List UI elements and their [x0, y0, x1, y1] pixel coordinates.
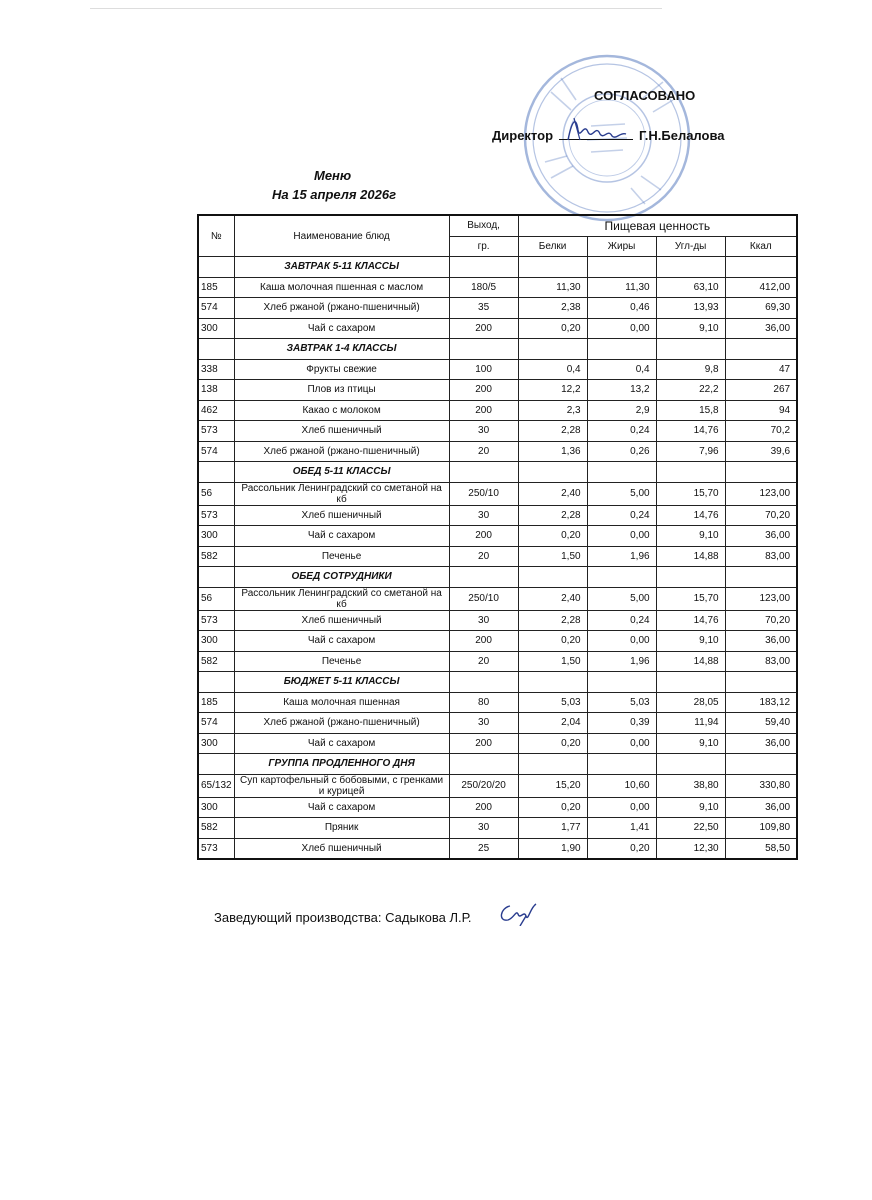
dish-name: Каша молочная пшенная с маслом — [234, 277, 449, 298]
dish-number: 56 — [198, 587, 234, 610]
dish-fat: 0,20 — [587, 838, 656, 859]
dish-carbs: 9,10 — [656, 526, 725, 547]
dish-carbs: 14,76 — [656, 610, 725, 631]
row-no-cell — [198, 567, 234, 588]
empty-cell — [587, 462, 656, 483]
empty-cell — [449, 339, 518, 360]
dish-name: Чай с сахаром — [234, 318, 449, 339]
dish-kcal: 330,80 — [725, 774, 797, 797]
dish-output: 20 — [449, 651, 518, 672]
dish-fat: 0,00 — [587, 733, 656, 754]
dish-carbs: 7,96 — [656, 441, 725, 462]
dish-protein: 1,50 — [518, 651, 587, 672]
dish-kcal: 94 — [725, 400, 797, 421]
dish-fat: 0,24 — [587, 505, 656, 526]
menu-date: На 15 апреля 2026г — [272, 187, 397, 202]
dish-carbs: 9,8 — [656, 359, 725, 380]
dish-output: 35 — [449, 298, 518, 319]
dish-fat: 1,96 — [587, 651, 656, 672]
section-row — [198, 339, 797, 360]
empty-cell — [656, 462, 725, 483]
empty-cell — [518, 462, 587, 483]
dish-number: 185 — [198, 277, 234, 298]
dish-number: 138 — [198, 380, 234, 401]
empty-cell — [449, 257, 518, 278]
dish-carbs: 9,10 — [656, 797, 725, 818]
director-signature — [560, 110, 630, 150]
empty-cell — [725, 754, 797, 775]
dish-fat: 13,2 — [587, 380, 656, 401]
dish-fat: 0,00 — [587, 526, 656, 547]
empty-cell — [587, 257, 656, 278]
table-row — [198, 526, 797, 547]
manager-signature — [496, 900, 544, 926]
dish-fat: 5,00 — [587, 587, 656, 610]
dish-protein: 2,3 — [518, 400, 587, 421]
dish-name: Хлеб пшеничный — [234, 838, 449, 859]
header-kcal: Ккал — [725, 236, 797, 257]
row-no-cell — [198, 462, 234, 483]
dish-carbs: 15,70 — [656, 587, 725, 610]
dish-fat: 1,96 — [587, 546, 656, 567]
dish-carbs: 15,8 — [656, 400, 725, 421]
dish-kcal: 36,00 — [725, 526, 797, 547]
dish-output: 80 — [449, 692, 518, 713]
header-output-bottom: гр. — [449, 236, 518, 257]
section-row — [198, 257, 797, 278]
approval-heading: СОГЛАСОВАНО — [594, 88, 696, 103]
dish-number: 582 — [198, 818, 234, 839]
dish-number: 462 — [198, 400, 234, 421]
table-row — [198, 277, 797, 298]
dish-kcal: 123,00 — [725, 587, 797, 610]
dish-protein: 0,20 — [518, 526, 587, 547]
empty-cell — [656, 672, 725, 693]
table-row — [198, 421, 797, 442]
dish-output: 20 — [449, 441, 518, 462]
section-row — [198, 672, 797, 693]
dish-number: 573 — [198, 838, 234, 859]
header-fat: Жиры — [587, 236, 656, 257]
dish-output: 30 — [449, 713, 518, 734]
dish-output: 100 — [449, 359, 518, 380]
empty-cell — [725, 672, 797, 693]
dish-output: 30 — [449, 610, 518, 631]
table-row — [198, 318, 797, 339]
empty-cell — [449, 672, 518, 693]
dish-fat: 0,24 — [587, 421, 656, 442]
dish-name: Чай с сахаром — [234, 797, 449, 818]
empty-cell — [587, 754, 656, 775]
dish-name: Рассольник Ленинградский со сметаной на кб — [234, 587, 449, 610]
dish-kcal: 36,00 — [725, 318, 797, 339]
row-no-cell — [198, 339, 234, 360]
empty-cell — [449, 754, 518, 775]
empty-cell — [587, 672, 656, 693]
dish-output: 25 — [449, 838, 518, 859]
section-row — [198, 462, 797, 483]
dish-number: 582 — [198, 546, 234, 567]
dish-kcal: 109,80 — [725, 818, 797, 839]
dish-fat: 0,46 — [587, 298, 656, 319]
dish-kcal: 123,00 — [725, 482, 797, 505]
dish-number: 574 — [198, 298, 234, 319]
dish-kcal: 70,20 — [725, 505, 797, 526]
dish-protein: 0,4 — [518, 359, 587, 380]
dish-number: 338 — [198, 359, 234, 380]
dish-protein: 2,40 — [518, 482, 587, 505]
table-row — [198, 482, 797, 505]
dish-name: Чай с сахаром — [234, 526, 449, 547]
dish-protein: 2,28 — [518, 505, 587, 526]
dish-carbs: 28,05 — [656, 692, 725, 713]
table-row — [198, 505, 797, 526]
dish-protein: 1,77 — [518, 818, 587, 839]
section-title: ЗАВТРАК 5-11 КЛАССЫ — [234, 257, 449, 278]
dish-name: Чай с сахаром — [234, 631, 449, 652]
dish-output: 180/5 — [449, 277, 518, 298]
table-row — [198, 838, 797, 859]
table-row — [198, 441, 797, 462]
section-title: БЮДЖЕТ 5-11 КЛАССЫ — [234, 672, 449, 693]
dish-fat: 1,41 — [587, 818, 656, 839]
dish-number: 582 — [198, 651, 234, 672]
dish-kcal: 36,00 — [725, 733, 797, 754]
dish-fat: 0,4 — [587, 359, 656, 380]
empty-cell — [587, 567, 656, 588]
dish-carbs: 13,93 — [656, 298, 725, 319]
empty-cell — [725, 339, 797, 360]
dish-name: Хлеб ржаной (ржано-пшеничный) — [234, 298, 449, 319]
row-no-cell — [198, 257, 234, 278]
dish-number: 573 — [198, 505, 234, 526]
dish-number: 574 — [198, 713, 234, 734]
table-row — [198, 692, 797, 713]
dish-protein: 11,30 — [518, 277, 587, 298]
dish-carbs: 9,10 — [656, 733, 725, 754]
director-name: Г.Н.Белалова — [639, 128, 725, 143]
dish-name: Хлеб пшеничный — [234, 505, 449, 526]
dish-output: 200 — [449, 631, 518, 652]
dish-number: 300 — [198, 318, 234, 339]
dish-protein: 1,90 — [518, 838, 587, 859]
table-row — [198, 359, 797, 380]
dish-output: 30 — [449, 421, 518, 442]
empty-cell — [656, 257, 725, 278]
dish-name: Печенье — [234, 546, 449, 567]
header-protein: Белки — [518, 236, 587, 257]
footer-signature-text: Заведующий производства: Садыкова Л.Р. — [214, 910, 472, 925]
empty-cell — [656, 339, 725, 360]
dish-protein: 5,03 — [518, 692, 587, 713]
scan-edge-line — [90, 8, 662, 9]
dish-output: 200 — [449, 400, 518, 421]
dish-number: 574 — [198, 441, 234, 462]
dish-protein: 2,04 — [518, 713, 587, 734]
dish-name: Печенье — [234, 651, 449, 672]
section-title: ОБЕД СОТРУДНИКИ — [234, 567, 449, 588]
dish-carbs: 22,2 — [656, 380, 725, 401]
dish-kcal: 267 — [725, 380, 797, 401]
dish-number: 65/132 — [198, 774, 234, 797]
dish-number: 573 — [198, 421, 234, 442]
table-row — [198, 400, 797, 421]
dish-protein: 2,38 — [518, 298, 587, 319]
dish-kcal: 70,2 — [725, 421, 797, 442]
dish-fat: 0,26 — [587, 441, 656, 462]
dish-carbs: 9,10 — [656, 318, 725, 339]
dish-name: Рассольник Ленинградский со сметаной на кб — [234, 482, 449, 505]
dish-fat: 0,24 — [587, 610, 656, 631]
empty-cell — [725, 257, 797, 278]
empty-cell — [518, 567, 587, 588]
dish-number: 573 — [198, 610, 234, 631]
dish-name: Хлеб пшеничный — [234, 421, 449, 442]
table-row — [198, 610, 797, 631]
dish-output: 200 — [449, 380, 518, 401]
section-title: ОБЕД 5-11 КЛАССЫ — [234, 462, 449, 483]
dish-name: Чай с сахаром — [234, 733, 449, 754]
dish-protein: 1,36 — [518, 441, 587, 462]
dish-carbs: 11,94 — [656, 713, 725, 734]
dish-name: Каша молочная пшенная — [234, 692, 449, 713]
section-title: ГРУППА ПРОДЛЕННОГО ДНЯ — [234, 754, 449, 775]
dish-carbs: 38,80 — [656, 774, 725, 797]
table-row — [198, 713, 797, 734]
dish-carbs: 22,50 — [656, 818, 725, 839]
dish-carbs: 14,88 — [656, 546, 725, 567]
table-row — [198, 587, 797, 610]
dish-number: 300 — [198, 797, 234, 818]
dish-carbs: 63,10 — [656, 277, 725, 298]
dish-kcal: 70,20 — [725, 610, 797, 631]
dish-output: 200 — [449, 318, 518, 339]
dish-kcal: 59,40 — [725, 713, 797, 734]
dish-number: 300 — [198, 526, 234, 547]
dish-protein: 0,20 — [518, 797, 587, 818]
section-title: ЗАВТРАК 1-4 КЛАССЫ — [234, 339, 449, 360]
menu-table — [197, 214, 798, 860]
dish-fat: 0,00 — [587, 631, 656, 652]
dish-output: 30 — [449, 505, 518, 526]
dish-kcal: 183,12 — [725, 692, 797, 713]
dish-kcal: 412,00 — [725, 277, 797, 298]
table-row — [198, 818, 797, 839]
dish-protein: 0,20 — [518, 631, 587, 652]
dish-number: 185 — [198, 692, 234, 713]
row-no-cell — [198, 672, 234, 693]
dish-name: Фрукты свежие — [234, 359, 449, 380]
dish-name: Пряник — [234, 818, 449, 839]
dish-fat: 0,39 — [587, 713, 656, 734]
dish-fat: 10,60 — [587, 774, 656, 797]
dish-output: 200 — [449, 526, 518, 547]
dish-carbs: 14,76 — [656, 505, 725, 526]
dish-fat: 5,00 — [587, 482, 656, 505]
dish-carbs: 15,70 — [656, 482, 725, 505]
dish-number: 300 — [198, 631, 234, 652]
dish-name: Какао с молоком — [234, 400, 449, 421]
header-carbs: Угл-ды — [656, 236, 725, 257]
header-no: № — [198, 215, 234, 257]
dish-output: 200 — [449, 733, 518, 754]
dish-name: Хлеб пшеничный — [234, 610, 449, 631]
dish-output: 250/10 — [449, 482, 518, 505]
dish-protein: 2,28 — [518, 421, 587, 442]
table-row — [198, 298, 797, 319]
dish-protein: 0,20 — [518, 733, 587, 754]
dish-kcal: 83,00 — [725, 651, 797, 672]
section-row — [198, 567, 797, 588]
dish-name: Хлеб ржаной (ржано-пшеничный) — [234, 441, 449, 462]
dish-carbs: 14,76 — [656, 421, 725, 442]
table-row — [198, 651, 797, 672]
table-row — [198, 797, 797, 818]
empty-cell — [725, 567, 797, 588]
dish-output: 30 — [449, 818, 518, 839]
menu-title: Меню — [314, 168, 352, 183]
dish-kcal: 36,00 — [725, 797, 797, 818]
dish-kcal: 58,50 — [725, 838, 797, 859]
header-name: Наименование блюд — [234, 215, 449, 257]
table-row — [198, 380, 797, 401]
dish-fat: 0,00 — [587, 318, 656, 339]
dish-fat: 5,03 — [587, 692, 656, 713]
empty-cell — [518, 257, 587, 278]
header-nutrition: Пищевая ценность — [518, 215, 797, 236]
dish-protein: 15,20 — [518, 774, 587, 797]
dish-protein: 1,50 — [518, 546, 587, 567]
table-row — [198, 774, 797, 797]
dish-name: Хлеб ржаной (ржано-пшеничный) — [234, 713, 449, 734]
dish-name: Плов из птицы — [234, 380, 449, 401]
dish-protein: 2,28 — [518, 610, 587, 631]
table-row — [198, 546, 797, 567]
dish-kcal: 47 — [725, 359, 797, 380]
dish-output: 200 — [449, 797, 518, 818]
dish-fat: 0,00 — [587, 797, 656, 818]
dish-fat: 11,30 — [587, 277, 656, 298]
empty-cell — [449, 462, 518, 483]
dish-output: 250/20/20 — [449, 774, 518, 797]
director-label: Директор — [492, 128, 554, 143]
dish-kcal: 69,30 — [725, 298, 797, 319]
dish-protein: 2,40 — [518, 587, 587, 610]
dish-carbs: 9,10 — [656, 631, 725, 652]
empty-cell — [725, 462, 797, 483]
empty-cell — [518, 672, 587, 693]
dish-fat: 2,9 — [587, 400, 656, 421]
empty-cell — [656, 567, 725, 588]
dish-output: 20 — [449, 546, 518, 567]
dish-kcal: 83,00 — [725, 546, 797, 567]
table-row — [198, 733, 797, 754]
section-row — [198, 754, 797, 775]
empty-cell — [587, 339, 656, 360]
dish-output: 250/10 — [449, 587, 518, 610]
header-output-top: Выход, — [449, 215, 518, 236]
dish-number: 56 — [198, 482, 234, 505]
table-header-row-1 — [198, 215, 797, 236]
dish-number: 300 — [198, 733, 234, 754]
dish-kcal: 39,6 — [725, 441, 797, 462]
row-no-cell — [198, 754, 234, 775]
dish-kcal: 36,00 — [725, 631, 797, 652]
empty-cell — [518, 754, 587, 775]
empty-cell — [518, 339, 587, 360]
dish-name: Суп картофельный с бобовыми, с гренками и курицей — [234, 774, 449, 797]
empty-cell — [449, 567, 518, 588]
dish-protein: 0,20 — [518, 318, 587, 339]
table-row — [198, 631, 797, 652]
dish-carbs: 12,30 — [656, 838, 725, 859]
dish-carbs: 14,88 — [656, 651, 725, 672]
empty-cell — [656, 754, 725, 775]
dish-protein: 12,2 — [518, 380, 587, 401]
